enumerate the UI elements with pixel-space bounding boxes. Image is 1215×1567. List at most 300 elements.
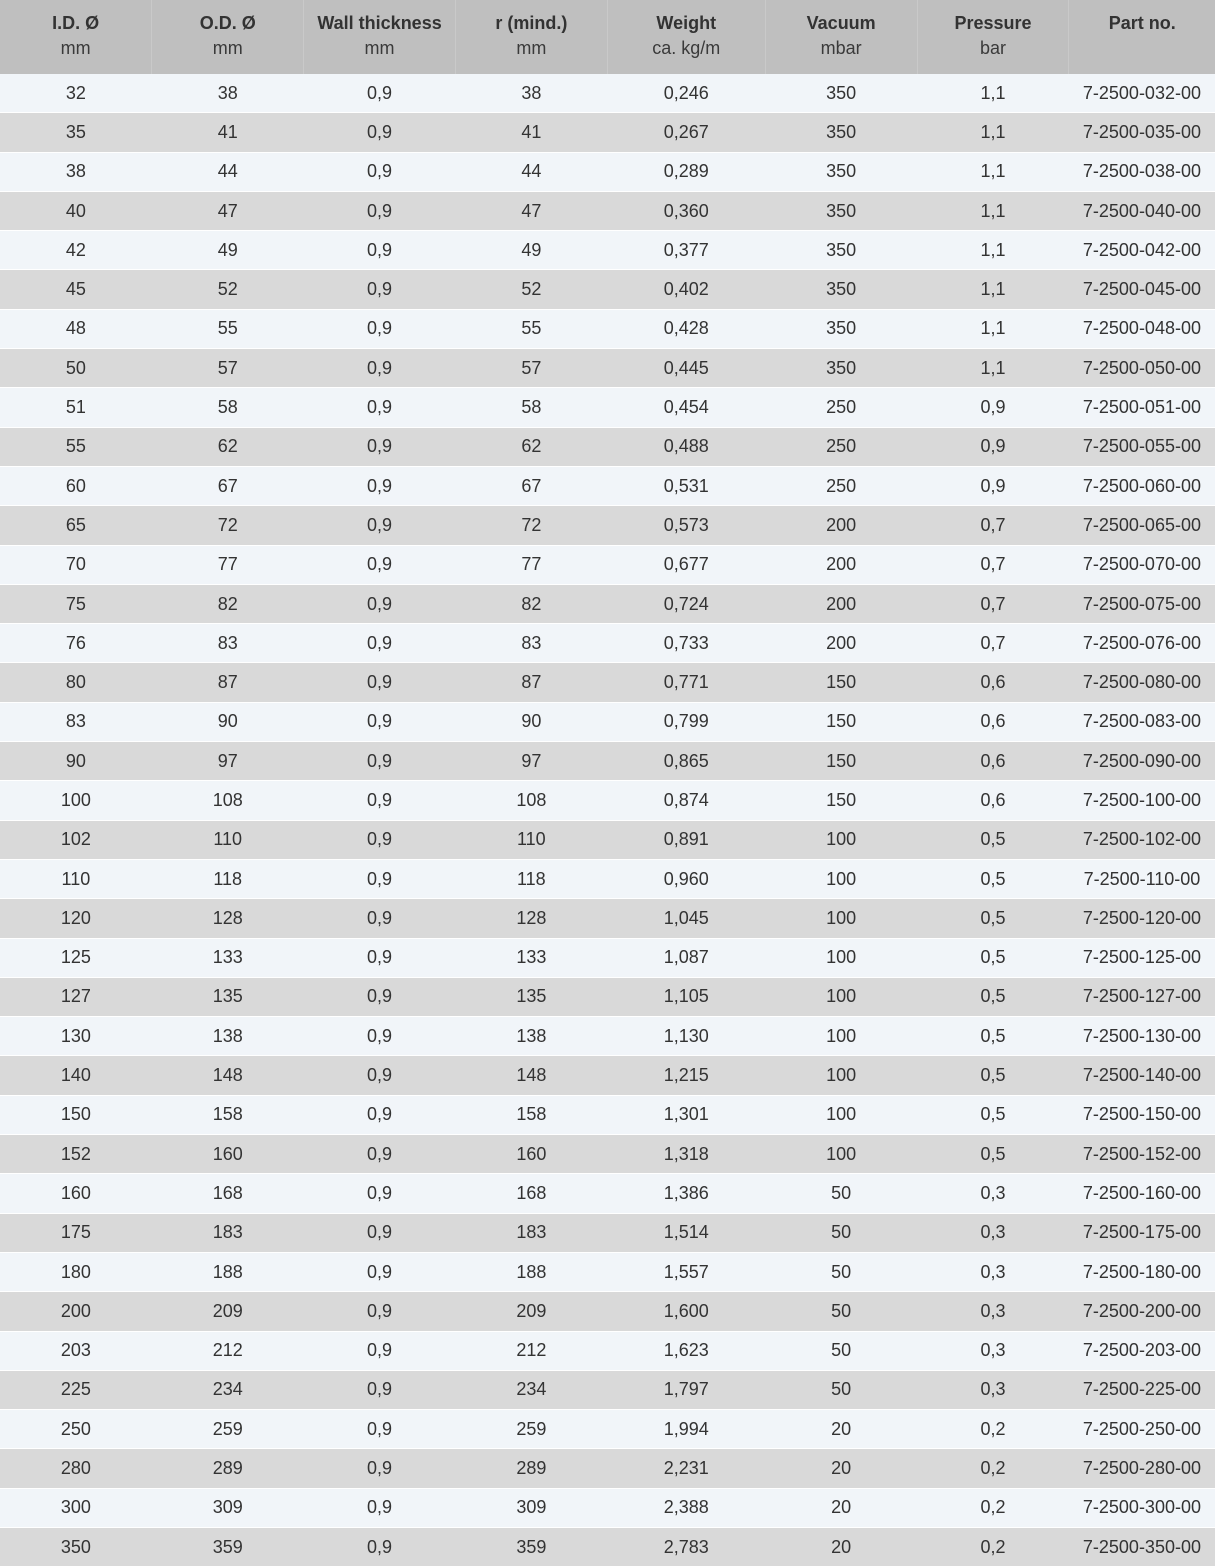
cell-id: 350 — [0, 1527, 152, 1566]
cell-pressure: 0,6 — [917, 702, 1069, 741]
cell-bend-radius: 108 — [455, 781, 607, 820]
cell-wall-thickness: 0,9 — [304, 1331, 456, 1370]
cell-pressure: 0,7 — [917, 506, 1069, 545]
cell-pressure: 0,9 — [917, 388, 1069, 427]
header-unit: mm — [60, 38, 91, 58]
cell-pressure: 0,5 — [917, 977, 1069, 1016]
cell-id: 50 — [0, 349, 152, 388]
cell-bend-radius: 359 — [455, 1527, 607, 1566]
cell-part-no: 7-2500-051-00 — [1069, 388, 1215, 427]
table-row — [0, 152, 1215, 191]
cell-od: 128 — [152, 899, 304, 938]
cell-id: 45 — [0, 270, 152, 309]
cell-part-no: 7-2500-125-00 — [1069, 938, 1215, 977]
cell-pressure: 0,5 — [917, 820, 1069, 859]
cell-id: 203 — [0, 1331, 152, 1370]
cell-weight: 0,402 — [607, 270, 765, 309]
table-row — [0, 1017, 1215, 1056]
cell-part-no: 7-2500-040-00 — [1069, 191, 1215, 230]
cell-bend-radius: 97 — [455, 742, 607, 781]
cell-bend-radius: 160 — [455, 1135, 607, 1174]
cell-id: 48 — [0, 309, 152, 348]
cell-bend-radius: 110 — [455, 820, 607, 859]
cell-vacuum: 150 — [765, 663, 917, 702]
cell-bend-radius: 212 — [455, 1331, 607, 1370]
cell-bend-radius: 83 — [455, 624, 607, 663]
header-title: Wall thickness — [317, 13, 442, 33]
cell-pressure: 0,5 — [917, 1056, 1069, 1095]
cell-weight: 0,454 — [607, 388, 765, 427]
cell-wall-thickness: 0,9 — [304, 1252, 456, 1291]
table-row — [0, 663, 1215, 702]
header-unit: mm — [212, 38, 243, 58]
cell-part-no: 7-2500-140-00 — [1069, 1056, 1215, 1095]
cell-part-no: 7-2500-080-00 — [1069, 663, 1215, 702]
cell-id: 140 — [0, 1056, 152, 1095]
cell-part-no: 7-2500-045-00 — [1069, 270, 1215, 309]
table-row — [0, 1331, 1215, 1370]
cell-part-no: 7-2500-038-00 — [1069, 152, 1215, 191]
cell-bend-radius: 62 — [455, 427, 607, 466]
cell-bend-radius: 44 — [455, 152, 607, 191]
cell-pressure: 0,3 — [917, 1174, 1069, 1213]
cell-bend-radius: 234 — [455, 1370, 607, 1409]
cell-weight: 1,130 — [607, 1017, 765, 1056]
cell-wall-thickness: 0,9 — [304, 506, 456, 545]
cell-weight: 0,246 — [607, 74, 765, 113]
table-row — [0, 1174, 1215, 1213]
cell-wall-thickness: 0,9 — [304, 1056, 456, 1095]
cell-bend-radius: 158 — [455, 1095, 607, 1134]
cell-part-no: 7-2500-350-00 — [1069, 1527, 1215, 1566]
cell-vacuum: 20 — [765, 1410, 917, 1449]
cell-wall-thickness: 0,9 — [304, 1095, 456, 1134]
cell-part-no: 7-2500-250-00 — [1069, 1410, 1215, 1449]
cell-wall-thickness: 0,9 — [304, 742, 456, 781]
cell-od: 58 — [152, 388, 304, 427]
table-row — [0, 1135, 1215, 1174]
table-row — [0, 545, 1215, 584]
cell-vacuum: 20 — [765, 1488, 917, 1527]
table-row — [0, 506, 1215, 545]
cell-bend-radius: 77 — [455, 545, 607, 584]
cell-weight: 0,865 — [607, 742, 765, 781]
cell-part-no: 7-2500-050-00 — [1069, 349, 1215, 388]
cell-od: 188 — [152, 1252, 304, 1291]
cell-bend-radius: 87 — [455, 663, 607, 702]
cell-id: 55 — [0, 427, 152, 466]
cell-vacuum: 50 — [765, 1331, 917, 1370]
cell-id: 110 — [0, 859, 152, 898]
table-row — [0, 1449, 1215, 1488]
cell-pressure: 0,7 — [917, 545, 1069, 584]
cell-weight: 1,087 — [607, 938, 765, 977]
cell-weight: 0,573 — [607, 506, 765, 545]
cell-wall-thickness: 0,9 — [304, 1213, 456, 1252]
cell-weight: 0,733 — [607, 624, 765, 663]
cell-vacuum: 100 — [765, 977, 917, 1016]
cell-wall-thickness: 0,9 — [304, 1410, 456, 1449]
header-title: I.D. Ø — [52, 13, 100, 33]
cell-pressure: 0,2 — [917, 1527, 1069, 1566]
cell-wall-thickness: 0,9 — [304, 113, 456, 152]
cell-pressure: 0,5 — [917, 1135, 1069, 1174]
cell-wall-thickness: 0,9 — [304, 1174, 456, 1213]
cell-vacuum: 100 — [765, 899, 917, 938]
cell-part-no: 7-2500-160-00 — [1069, 1174, 1215, 1213]
cell-weight: 2,783 — [607, 1527, 765, 1566]
table-row — [0, 349, 1215, 388]
cell-bend-radius: 133 — [455, 938, 607, 977]
header-title: Part no. — [1108, 13, 1176, 33]
cell-bend-radius: 72 — [455, 506, 607, 545]
header-unit: mbar — [820, 38, 862, 58]
cell-vacuum: 350 — [765, 309, 917, 348]
cell-id: 35 — [0, 113, 152, 152]
cell-part-no: 7-2500-060-00 — [1069, 466, 1215, 505]
cell-wall-thickness: 0,9 — [304, 584, 456, 623]
cell-pressure: 0,5 — [917, 1017, 1069, 1056]
cell-bend-radius: 289 — [455, 1449, 607, 1488]
table-row — [0, 1527, 1215, 1566]
cell-pressure: 0,5 — [917, 859, 1069, 898]
header-title: Weight — [656, 13, 717, 33]
cell-weight: 1,105 — [607, 977, 765, 1016]
cell-vacuum: 20 — [765, 1449, 917, 1488]
cell-od: 289 — [152, 1449, 304, 1488]
cell-part-no: 7-2500-070-00 — [1069, 545, 1215, 584]
cell-wall-thickness: 0,9 — [304, 74, 456, 113]
cell-od: 183 — [152, 1213, 304, 1252]
table-row — [0, 820, 1215, 859]
cell-pressure: 0,5 — [917, 938, 1069, 977]
cell-weight: 1,318 — [607, 1135, 765, 1174]
cell-wall-thickness: 0,9 — [304, 309, 456, 348]
table-row — [0, 624, 1215, 663]
cell-bend-radius: 209 — [455, 1292, 607, 1331]
cell-id: 60 — [0, 466, 152, 505]
cell-pressure: 0,6 — [917, 663, 1069, 702]
table-row — [0, 427, 1215, 466]
cell-id: 180 — [0, 1252, 152, 1291]
header-title: O.D. Ø — [199, 13, 256, 33]
cell-od: 47 — [152, 191, 304, 230]
cell-pressure: 0,7 — [917, 584, 1069, 623]
cell-wall-thickness: 0,9 — [304, 663, 456, 702]
cell-od: 67 — [152, 466, 304, 505]
cell-od: 212 — [152, 1331, 304, 1370]
table-row — [0, 938, 1215, 977]
cell-bend-radius: 49 — [455, 231, 607, 270]
header-unit: mm — [516, 38, 547, 58]
header-vacuum — [765, 0, 917, 74]
table-row — [0, 1410, 1215, 1449]
cell-od: 87 — [152, 663, 304, 702]
cell-wall-thickness: 0,9 — [304, 624, 456, 663]
table-row — [0, 584, 1215, 623]
cell-part-no: 7-2500-042-00 — [1069, 231, 1215, 270]
cell-id: 160 — [0, 1174, 152, 1213]
table-row — [0, 977, 1215, 1016]
cell-id: 225 — [0, 1370, 152, 1409]
cell-wall-thickness: 0,9 — [304, 977, 456, 1016]
cell-od: 138 — [152, 1017, 304, 1056]
cell-wall-thickness: 0,9 — [304, 899, 456, 938]
cell-wall-thickness: 0,9 — [304, 1488, 456, 1527]
cell-part-no: 7-2500-076-00 — [1069, 624, 1215, 663]
cell-id: 120 — [0, 899, 152, 938]
cell-weight: 0,771 — [607, 663, 765, 702]
cell-id: 130 — [0, 1017, 152, 1056]
cell-od: 72 — [152, 506, 304, 545]
cell-od: 41 — [152, 113, 304, 152]
cell-vacuum: 200 — [765, 545, 917, 584]
cell-weight: 0,960 — [607, 859, 765, 898]
cell-pressure: 1,1 — [917, 349, 1069, 388]
cell-part-no: 7-2500-090-00 — [1069, 742, 1215, 781]
table-row — [0, 899, 1215, 938]
cell-bend-radius: 148 — [455, 1056, 607, 1095]
cell-vacuum: 250 — [765, 466, 917, 505]
cell-weight: 1,215 — [607, 1056, 765, 1095]
cell-weight: 2,231 — [607, 1449, 765, 1488]
cell-pressure: 0,3 — [917, 1331, 1069, 1370]
cell-id: 200 — [0, 1292, 152, 1331]
header-part-no — [1069, 0, 1215, 74]
cell-part-no: 7-2500-032-00 — [1069, 74, 1215, 113]
table-row — [0, 1252, 1215, 1291]
cell-weight: 0,724 — [607, 584, 765, 623]
cell-part-no: 7-2500-127-00 — [1069, 977, 1215, 1016]
cell-id: 65 — [0, 506, 152, 545]
header-od — [152, 0, 304, 74]
cell-vacuum: 50 — [765, 1252, 917, 1291]
cell-vacuum: 350 — [765, 191, 917, 230]
cell-pressure: 1,1 — [917, 309, 1069, 348]
cell-wall-thickness: 0,9 — [304, 270, 456, 309]
cell-pressure: 1,1 — [917, 74, 1069, 113]
cell-vacuum: 350 — [765, 231, 917, 270]
table-row — [0, 1370, 1215, 1409]
cell-od: 158 — [152, 1095, 304, 1134]
cell-wall-thickness: 0,9 — [304, 1449, 456, 1488]
cell-weight: 1,623 — [607, 1331, 765, 1370]
cell-part-no: 7-2500-048-00 — [1069, 309, 1215, 348]
cell-bend-radius: 58 — [455, 388, 607, 427]
table-row — [0, 859, 1215, 898]
cell-wall-thickness: 0,9 — [304, 702, 456, 741]
cell-od: 77 — [152, 545, 304, 584]
cell-od: 359 — [152, 1527, 304, 1566]
cell-od: 160 — [152, 1135, 304, 1174]
cell-vacuum: 350 — [765, 74, 917, 113]
cell-part-no: 7-2500-150-00 — [1069, 1095, 1215, 1134]
cell-pressure: 0,7 — [917, 624, 1069, 663]
cell-od: 148 — [152, 1056, 304, 1095]
cell-id: 127 — [0, 977, 152, 1016]
cell-wall-thickness: 0,9 — [304, 349, 456, 388]
cell-weight: 1,386 — [607, 1174, 765, 1213]
cell-id: 175 — [0, 1213, 152, 1252]
cell-wall-thickness: 0,9 — [304, 231, 456, 270]
table-row — [0, 74, 1215, 113]
cell-wall-thickness: 0,9 — [304, 1135, 456, 1174]
cell-weight: 0,891 — [607, 820, 765, 859]
table-row — [0, 742, 1215, 781]
cell-bend-radius: 168 — [455, 1174, 607, 1213]
cell-od: 118 — [152, 859, 304, 898]
cell-id: 70 — [0, 545, 152, 584]
cell-wall-thickness: 0,9 — [304, 466, 456, 505]
cell-wall-thickness: 0,9 — [304, 427, 456, 466]
cell-bend-radius: 52 — [455, 270, 607, 309]
cell-part-no: 7-2500-300-00 — [1069, 1488, 1215, 1527]
cell-id: 102 — [0, 820, 152, 859]
cell-vacuum: 100 — [765, 1056, 917, 1095]
cell-vacuum: 20 — [765, 1527, 917, 1566]
cell-wall-thickness: 0,9 — [304, 938, 456, 977]
cell-od: 83 — [152, 624, 304, 663]
cell-od: 133 — [152, 938, 304, 977]
cell-id: 42 — [0, 231, 152, 270]
cell-part-no: 7-2500-203-00 — [1069, 1331, 1215, 1370]
cell-weight: 1,797 — [607, 1370, 765, 1409]
table-row — [0, 466, 1215, 505]
cell-wall-thickness: 0,9 — [304, 781, 456, 820]
cell-weight: 0,488 — [607, 427, 765, 466]
cell-id: 83 — [0, 702, 152, 741]
cell-id: 100 — [0, 781, 152, 820]
cell-vacuum: 50 — [765, 1292, 917, 1331]
table-row — [0, 113, 1215, 152]
cell-pressure: 1,1 — [917, 270, 1069, 309]
header-unit: mm — [364, 38, 395, 58]
cell-wall-thickness: 0,9 — [304, 820, 456, 859]
cell-od: 38 — [152, 74, 304, 113]
table-row — [0, 781, 1215, 820]
table-row — [0, 1095, 1215, 1134]
cell-od: 234 — [152, 1370, 304, 1409]
cell-id: 300 — [0, 1488, 152, 1527]
cell-pressure: 0,2 — [917, 1488, 1069, 1527]
cell-vacuum: 100 — [765, 1017, 917, 1056]
cell-pressure: 0,2 — [917, 1410, 1069, 1449]
cell-vacuum: 350 — [765, 152, 917, 191]
cell-weight: 0,377 — [607, 231, 765, 270]
header-pressure — [917, 0, 1069, 74]
cell-pressure: 1,1 — [917, 113, 1069, 152]
cell-bend-radius: 259 — [455, 1410, 607, 1449]
cell-weight: 1,557 — [607, 1252, 765, 1291]
cell-vacuum: 200 — [765, 624, 917, 663]
cell-part-no: 7-2500-120-00 — [1069, 899, 1215, 938]
cell-id: 150 — [0, 1095, 152, 1134]
table-row — [0, 1056, 1215, 1095]
table-row — [0, 231, 1215, 270]
table-row — [0, 309, 1215, 348]
cell-part-no: 7-2500-110-00 — [1069, 859, 1215, 898]
cell-id: 152 — [0, 1135, 152, 1174]
cell-id: 90 — [0, 742, 152, 781]
cell-part-no: 7-2500-100-00 — [1069, 781, 1215, 820]
cell-vacuum: 100 — [765, 1095, 917, 1134]
cell-bend-radius: 38 — [455, 74, 607, 113]
cell-vacuum: 100 — [765, 1135, 917, 1174]
cell-bend-radius: 47 — [455, 191, 607, 230]
header-weight — [607, 0, 765, 74]
cell-id: 75 — [0, 584, 152, 623]
cell-pressure: 0,3 — [917, 1370, 1069, 1409]
table-row — [0, 1488, 1215, 1527]
cell-weight: 1,600 — [607, 1292, 765, 1331]
table-row — [0, 702, 1215, 741]
cell-od: 82 — [152, 584, 304, 623]
cell-part-no: 7-2500-152-00 — [1069, 1135, 1215, 1174]
cell-vacuum: 350 — [765, 349, 917, 388]
cell-od: 52 — [152, 270, 304, 309]
cell-bend-radius: 138 — [455, 1017, 607, 1056]
cell-wall-thickness: 0,9 — [304, 1527, 456, 1566]
cell-vacuum: 250 — [765, 388, 917, 427]
cell-od: 55 — [152, 309, 304, 348]
cell-weight: 1,301 — [607, 1095, 765, 1134]
cell-wall-thickness: 0,9 — [304, 1017, 456, 1056]
table-header — [0, 0, 1215, 74]
table-row — [0, 388, 1215, 427]
cell-weight: 0,428 — [607, 309, 765, 348]
cell-part-no: 7-2500-180-00 — [1069, 1252, 1215, 1291]
cell-pressure: 0,6 — [917, 781, 1069, 820]
cell-id: 32 — [0, 74, 152, 113]
cell-weight: 0,289 — [607, 152, 765, 191]
cell-part-no: 7-2500-200-00 — [1069, 1292, 1215, 1331]
cell-weight: 1,994 — [607, 1410, 765, 1449]
cell-pressure: 0,9 — [917, 427, 1069, 466]
cell-bend-radius: 67 — [455, 466, 607, 505]
cell-od: 44 — [152, 152, 304, 191]
header-title: Vacuum — [806, 13, 876, 33]
cell-pressure: 0,2 — [917, 1449, 1069, 1488]
header-title: r (mind.) — [495, 13, 568, 33]
cell-pressure: 1,1 — [917, 152, 1069, 191]
cell-bend-radius: 118 — [455, 859, 607, 898]
cell-part-no: 7-2500-035-00 — [1069, 113, 1215, 152]
cell-vacuum: 50 — [765, 1174, 917, 1213]
cell-id: 51 — [0, 388, 152, 427]
cell-pressure: 0,3 — [917, 1292, 1069, 1331]
cell-vacuum: 200 — [765, 584, 917, 623]
cell-wall-thickness: 0,9 — [304, 1370, 456, 1409]
cell-bend-radius: 183 — [455, 1213, 607, 1252]
cell-wall-thickness: 0,9 — [304, 152, 456, 191]
cell-bend-radius: 90 — [455, 702, 607, 741]
cell-wall-thickness: 0,9 — [304, 545, 456, 584]
cell-bend-radius: 188 — [455, 1252, 607, 1291]
cell-part-no: 7-2500-225-00 — [1069, 1370, 1215, 1409]
cell-weight: 0,799 — [607, 702, 765, 741]
cell-weight: 0,445 — [607, 349, 765, 388]
cell-weight: 0,874 — [607, 781, 765, 820]
cell-wall-thickness: 0,9 — [304, 388, 456, 427]
cell-vacuum: 100 — [765, 938, 917, 977]
header-unit: bar — [979, 38, 1006, 58]
cell-bend-radius: 309 — [455, 1488, 607, 1527]
cell-part-no: 7-2500-102-00 — [1069, 820, 1215, 859]
cell-weight: 0,360 — [607, 191, 765, 230]
cell-id: 80 — [0, 663, 152, 702]
header-unit: ca. kg/m — [652, 38, 721, 58]
cell-wall-thickness: 0,9 — [304, 191, 456, 230]
